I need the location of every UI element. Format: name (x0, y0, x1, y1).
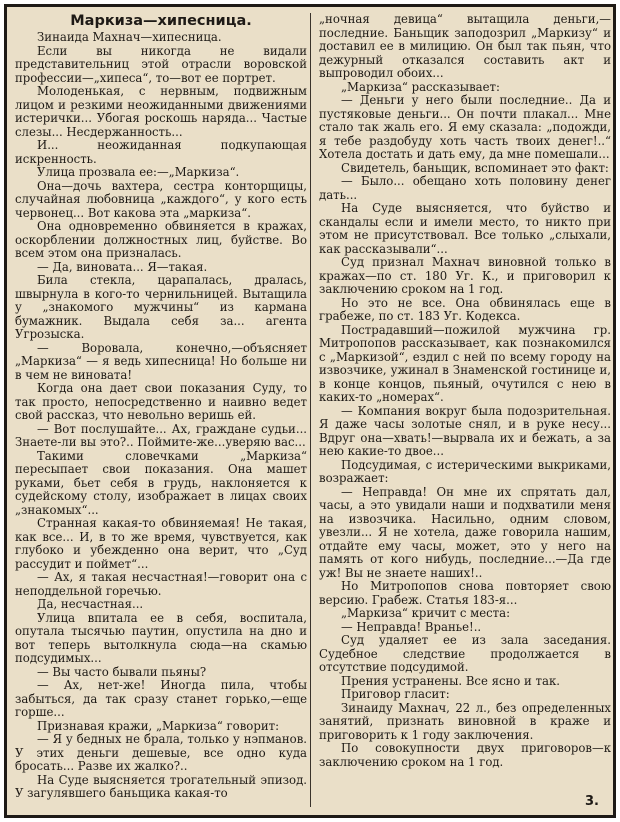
paragraph: Била стекла, царапалась, дралась, швырнула в кого-то чернильницей. Вытащила у „знакомого мужчины“ из кармана бумажник. Выдала себя за... агента Угрозыска. (15, 273, 307, 341)
left-column (15, 13, 307, 801)
paragraph: Да, несчастная... (37, 597, 144, 611)
paragraph: Улица впитала ее в себя, воспитала, опутала тысячью паутин, опустила на дно и вот теперь вытолкнула сюда—на скамью подсудимых... (15, 610, 307, 665)
paragraph: Прения устранены. Все ясно и так. (341, 673, 561, 688)
paragraph: — Было... обещано хоть половину денег дать... (319, 174, 611, 202)
paragraph: Молоденькая, с нервным, подвижным лицом и резкими неожиданными движениями истерички... Убогая роскошь наряда... Частые слезы... Несдержанность... (15, 84, 307, 139)
paragraph: „Маркиза“ кричит с места: (341, 606, 511, 620)
paragraph: И... неожиданная подкупающая искренность. (15, 138, 307, 166)
paragraph: — Ах, нет-же! Иногда пила, чтобы забыться, да так сразу станет горько,—еще горше... (15, 678, 307, 719)
paragraph: Улица прозвала ее:—„Маркиза“. (37, 165, 240, 179)
paragraph: Но это не все. Она обвинялась еще в грабеже, по ст. 183 Уг. Кодекса. (319, 295, 611, 323)
paragraph: „Маркиза“ рассказывает: (341, 79, 500, 94)
paragraph: Она—дочь вахтера, сестра конторщицы, случайная любовница „каждого“, у кого есть червонец... Вот какова эта „маркиза“. (15, 178, 307, 220)
paragraph: — Ах, я такая несчастная!—говорит она с неподдельной горечью. (15, 570, 307, 598)
paragraph: Признавая кражи, „Маркиза“ говорит: (37, 718, 280, 733)
paragraph: На Суде выясняется трогательный эпизод. У загулявшего баньщика какая-то (15, 772, 307, 800)
paragraph: Такими словечками „Маркиза“ пересыпает свои показания. Она машет руками, бьет себя в грудь, наклоняется к судейскому столу, изображает в лицах своих „знакомых“... (15, 448, 307, 517)
paragraph: — Неправда! Он мне их спрятать дал, часы, а это увидали наши и подхватили меня на извозчика. Насильно, одним словом, увезли... Я не хотела, даже говорила нашим, отдайте ему часы, может, это у него на память от кого нибудь, последние...—Да где уж! Вы не знаете наших!.. (319, 484, 611, 580)
paragraph: — Деньги у него были последние.. Да и пустяковые деньги... Он почти плакал... Мне стало так жаль его. Я ему сказала: „подожди, я тебе раздобуду хоть часть твоих денег!..“ Хотела достать и дать ему, да мне помешали... (319, 93, 611, 161)
paragraph: Если вы никогда не видали представительниц этой отрасли воровской профессии—„хипеса“, то—вот ее портрет. (15, 43, 307, 85)
paragraph: Она одновременно обвиняется в кражах, оскорблении должностных лиц, буйстве. Во всем этом она призналась. (15, 219, 307, 260)
paragraph: Пострадавший—пожилой мужчина гр. Митропопов рассказывает, как познакомился с „Маркизой“, ездил с ней по всему городу на извозчике, ужинал в Знаменской гостинице и, в конце концов, пьяный, очутился с нею в каких-то „номерах“. (319, 322, 611, 404)
paragraph: Странная какая-то обвиняемая! Не такая, как все... И, в то же время, чувствуется, как глубоко и убежденно она верит, что „Суд рассудит и поймет“... (15, 516, 307, 571)
paragraph: — Компания вокруг была подозрительная. Я даже часы золотые снял, и в руке несу... Вдруг она—хвать!—вырвала их и бежать, а за нею какие-то двое... (319, 403, 611, 458)
paragraph: Приговор гласит: (341, 687, 450, 701)
newspaper-page (4, 4, 616, 818)
right-column (319, 13, 611, 769)
paragraph: Суд удаляет ее из зала заседания. Судебное следствие продолжается в отсутствие подсудимой. (319, 633, 611, 674)
paragraph: Суд признал Махнач виновной только в кражах—по ст. 180 Уг. К., и приговорил к заключению сроком на 1 год. (319, 255, 611, 296)
paragraph: — Вот послушайте... Ах, граждане судьи... Знаете-ли вы это?.. Поймите-же...уверяю вас... (15, 421, 307, 449)
paragraph: „ночная девица“ вытащила деньги,—последние. Баньщик заподозрил „Маркизу“ и доставил ее в милицию. Он был так пьян, что дежурный отказался составить акт и выпроводил обоих... (319, 12, 611, 80)
paragraph: — Я у бедных не брала, только у нэпманов. У этих деньги дешевые, все одно куда бросать... Разве их жалко?.. (15, 732, 307, 773)
page-number: 3. (585, 794, 599, 809)
paragraph: Зинаиду Махнач, 22 л., без определенных занятий, признать виновной в краже и приговорить к 1 году заключения. (319, 700, 611, 742)
paragraph: Когда она дает свои показания Суду, то так просто, непосредственно и наивно ведет свой рассказ, что невольно веришь ей. (15, 381, 307, 422)
paragraph: — Вы часто бывали пьяны? (37, 664, 207, 679)
paragraph: — Да, виновата... Я—такая. (37, 259, 208, 274)
column-divider (310, 13, 311, 807)
paragraph: — Воровала, конечно,—объясняет „Маркиза“ — я ведь хипесница! Но больше ни в чем не виновата! (15, 340, 307, 382)
paragraph: Свидетель, баньщик, вспоминает это факт: (341, 160, 609, 175)
article-title: Маркиза—хипесница. (70, 13, 252, 29)
paragraph: На Суде выясняется, что буйство и скандалы если и имели место, то никто при этом не присутствовал. Все только „слыхали, как рассказывали“... (319, 201, 611, 256)
paragraph: Но Митропопов снова повторяет свою версию. Грабеж. Статья 183-я... (319, 579, 611, 607)
paragraph: По совокупности двух приговоров—к заключению сроком на 1 год. (319, 741, 611, 769)
paragraph: — Неправда! Вранье!.. (341, 619, 482, 634)
paragraph: Зинаида Махнач—хипесница. (37, 30, 222, 44)
paragraph: Подсудимая, с истерическими выкриками, возражает: (319, 457, 611, 485)
